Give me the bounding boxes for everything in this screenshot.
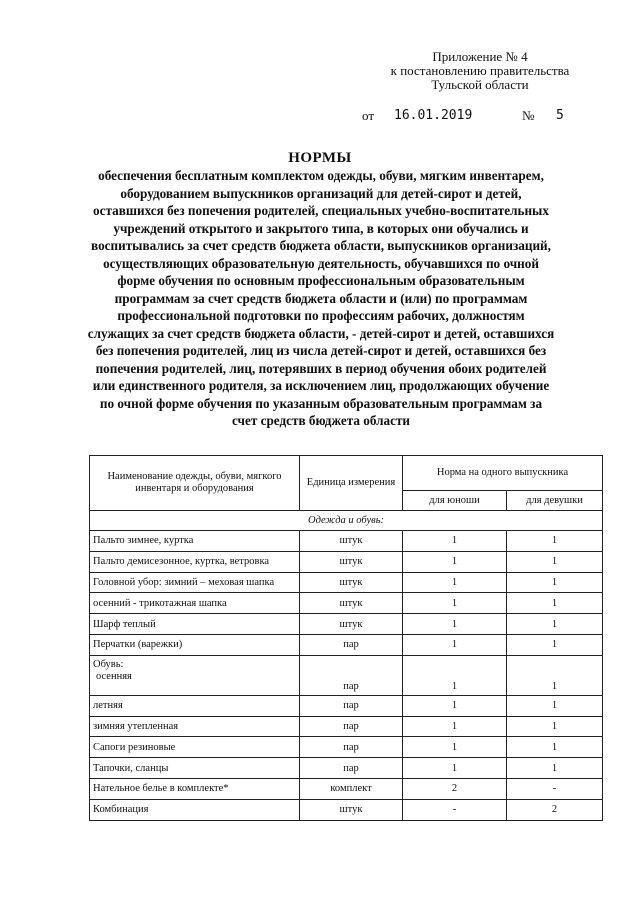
appendix-line: Приложение № 4	[432, 49, 528, 64]
norm-boys: 1	[403, 737, 507, 758]
item-name: Нательное белье в комплекте*	[90, 778, 300, 799]
norm-girls: 1	[507, 737, 603, 758]
item-unit: штук	[300, 551, 403, 572]
appendix-line: Тульской области	[431, 77, 529, 92]
table-row	[90, 799, 603, 820]
item-name: Шарф теплый	[90, 614, 300, 635]
norm-girls: 1	[507, 758, 603, 779]
table-row	[90, 572, 603, 593]
header-boys: для юноши	[403, 491, 507, 511]
norm-girls: 1	[507, 634, 603, 655]
header-norm: Норма на одного выпускника	[403, 456, 603, 491]
item-name	[90, 655, 300, 695]
norm-boys: 1	[403, 614, 507, 635]
appendix-block	[330, 50, 630, 92]
section-heading: Одежда и обувь:	[90, 511, 603, 531]
table-row	[90, 655, 603, 695]
norm-boys: 1	[403, 593, 507, 614]
item-name: Перчатки (варежки)	[90, 634, 300, 655]
date-line	[362, 108, 564, 124]
norm-girls: 1	[507, 593, 603, 614]
table-row	[90, 614, 603, 635]
item-unit: штук	[300, 593, 403, 614]
appendix-line: к постановлению правительства	[390, 63, 570, 78]
table-row	[90, 551, 603, 572]
norm-girls: 1	[507, 551, 603, 572]
norm-boys: 1	[403, 695, 507, 716]
norm-boys: 1	[403, 716, 507, 737]
document-title: НОРМЫ	[288, 150, 352, 166]
item-name: осенний - трикотажная шапка	[90, 593, 300, 614]
norm-girls: 1	[507, 572, 603, 593]
item-unit: штук	[300, 799, 403, 820]
item-unit: пар	[300, 716, 403, 737]
norm-girls: 1	[507, 614, 603, 635]
norm-girls: 1	[507, 655, 603, 695]
document-subtitle: обеспечения бесплатным комплектом одежды, обуви, мягким инвентарем, оборудованием выпускников организаций для детей-сирот и детей, оставшихся без попечения родителей, специальных учебно-воспитательных учреждений открытого и закрытого типа, в которых они обучались и воспитывались за счет средств бюджета области, выпускников организаций, осуществляющих образовательную деятельность, обучавшихся по очной форме обучения по основным профессиональным образовательным программам за счет средств бюджета области и (или) по программам профессиональной подготовки по профессиям рабочих, должностям служащих за счет средств бюджета области, - детей-сирот и детей, оставшихся без попечения родителей, лиц из числа детей-сирот и детей, оставшихся без попечения родителей, лиц, потерявших в период обучения обоих родителей или единственного родителя, за исключением лиц, продолжающих обучение по очной форме обучения по указанным образовательным программам за счет средств бюджета области	[87, 168, 555, 428]
table-row	[90, 634, 603, 655]
table-row	[90, 778, 603, 799]
item-unit: пар	[300, 695, 403, 716]
item-unit: штук	[300, 614, 403, 635]
header-girls: для девушки	[507, 491, 603, 511]
norm-girls: 1	[507, 716, 603, 737]
norm-girls: -	[507, 778, 603, 799]
item-name: Комбинация	[90, 799, 300, 820]
norm-boys: 1	[403, 531, 507, 552]
item-subname: осенняя	[96, 670, 132, 682]
item-name: Пальто демисезонное, куртка, ветровка	[90, 551, 300, 572]
item-name: Сапоги резиновые	[90, 737, 300, 758]
table-row	[90, 593, 603, 614]
item-unit: комплект	[300, 778, 403, 799]
norm-boys: 1	[403, 551, 507, 572]
table-row	[90, 695, 603, 716]
norm-boys: -	[403, 799, 507, 820]
item-name: Тапочки, сланцы	[90, 758, 300, 779]
item-unit: пар	[300, 634, 403, 655]
item-unit: штук	[300, 572, 403, 593]
item-name: летняя	[90, 695, 300, 716]
decree-date: 16.01.2019	[394, 108, 473, 123]
table-row	[90, 716, 603, 737]
norm-boys: 1	[403, 758, 507, 779]
norms-table	[89, 455, 603, 821]
date-prefix: от	[362, 108, 375, 123]
item-unit: пар	[300, 655, 403, 695]
item-name: Пальто зимнее, куртка	[90, 531, 300, 552]
item-unit: штук	[300, 531, 403, 552]
item-name: зимняя утепленная	[90, 716, 300, 737]
table-row	[90, 758, 603, 779]
norm-boys: 2	[403, 778, 507, 799]
norm-boys: 1	[403, 572, 507, 593]
norm-girls: 2	[507, 799, 603, 820]
decree-number: 5	[556, 108, 564, 123]
item-name: Головной убор: зимний – меховая шапка	[90, 572, 300, 593]
header-item-name: Наименование одежды, обуви, мягкого инвентаря и оборудования	[90, 456, 300, 511]
table-row	[90, 737, 603, 758]
item-unit: пар	[300, 758, 403, 779]
number-sign: №	[522, 108, 535, 123]
norm-girls: 1	[507, 695, 603, 716]
item-group-label: Обувь:	[93, 658, 124, 670]
header-unit: Единица измерения	[300, 456, 403, 511]
table-row	[90, 531, 603, 552]
norm-boys: 1	[403, 655, 507, 695]
norm-boys: 1	[403, 634, 507, 655]
norm-girls: 1	[507, 531, 603, 552]
item-unit: пар	[300, 737, 403, 758]
